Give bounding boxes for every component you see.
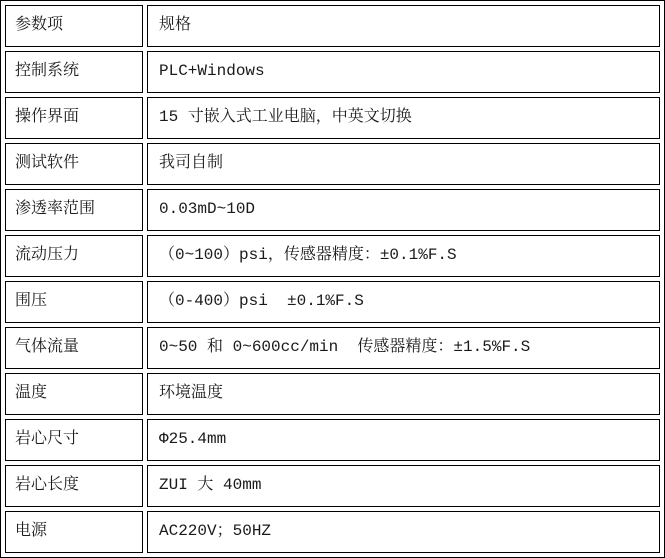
spec-cell: （0-400）psi ±0.1%F.S (147, 281, 660, 323)
param-cell: 渗透率范围 (5, 189, 143, 231)
header-spec-cell: 规格 (147, 5, 660, 47)
table-row (5, 235, 660, 277)
param-cell: 测试软件 (5, 143, 143, 185)
table-row (5, 97, 660, 139)
param-cell: 围压 (5, 281, 143, 323)
spec-cell: （0~100）psi，传感器精度：±0.1%F.S (147, 235, 660, 277)
table-row (5, 143, 660, 185)
spec-cell: 0~50 和 0~600cc/min 传感器精度：±1.5%F.S (147, 327, 660, 369)
param-cell: 操作界面 (5, 97, 143, 139)
spec-cell: ZUI 大 40mm (147, 465, 660, 507)
spec-cell: PLC+Windows (147, 51, 660, 93)
spec-cell: Φ25.4mm (147, 419, 660, 461)
param-cell: 岩心尺寸 (5, 419, 143, 461)
table-row (5, 465, 660, 507)
header-param-cell: 参数项 (5, 5, 143, 47)
table-header-row (5, 5, 660, 47)
param-cell: 电源 (5, 511, 143, 553)
table-row (5, 281, 660, 323)
spec-cell: 0.03mD~10D (147, 189, 660, 231)
spec-cell: 15 寸嵌入式工业电脑，中英文切换 (147, 97, 660, 139)
param-cell: 岩心长度 (5, 465, 143, 507)
param-cell: 流动压力 (5, 235, 143, 277)
spec-cell: AC220V；50HZ (147, 511, 660, 553)
table-row (5, 327, 660, 369)
table-row (5, 511, 660, 553)
spec-cell: 我司自制 (147, 143, 660, 185)
table-row (5, 51, 660, 93)
param-cell: 温度 (5, 373, 143, 415)
table-row (5, 189, 660, 231)
param-cell: 气体流量 (5, 327, 143, 369)
table-row (5, 373, 660, 415)
spec-cell: 环境温度 (147, 373, 660, 415)
param-cell: 控制系统 (5, 51, 143, 93)
table-row (5, 419, 660, 461)
